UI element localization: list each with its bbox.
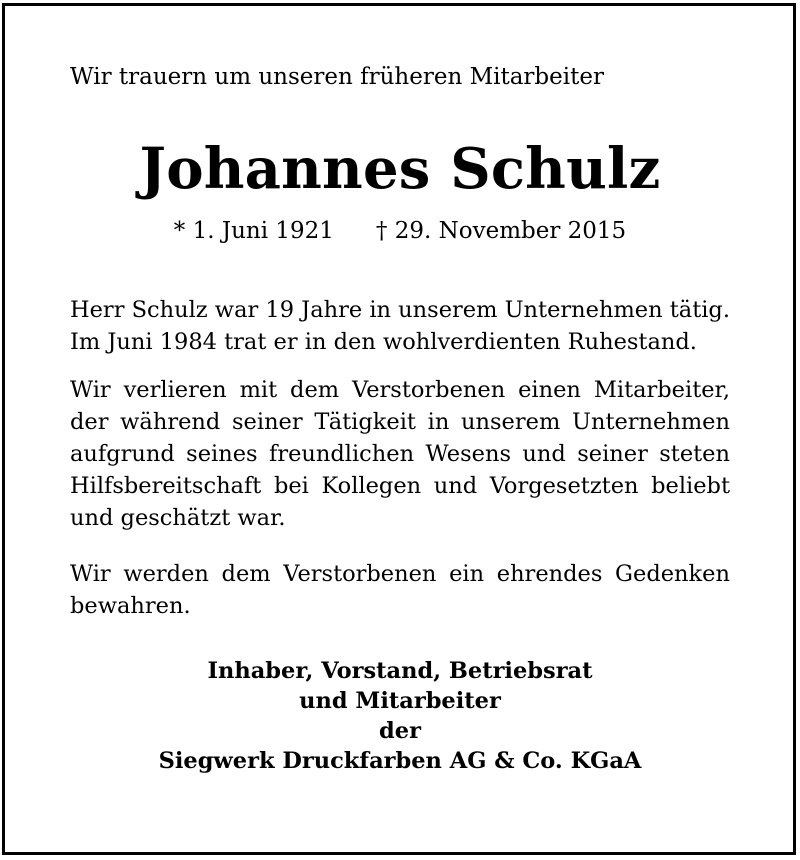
intro-line: Wir trauern um unseren früheren Mitarbeiter xyxy=(70,64,604,90)
signature-line: und Mitarbeiter xyxy=(299,688,501,714)
text-line: Wir werden dem Verstorbenen ein ehrendes Gedenken xyxy=(70,561,730,587)
text-line: bewahren. xyxy=(70,593,191,619)
paragraph-tribute xyxy=(70,374,730,534)
signature-line: der xyxy=(379,718,421,744)
paragraph-service xyxy=(70,294,730,358)
text-line: Hilfsbereitschaft bei Kollegen und Vorgesetzten beliebt xyxy=(70,473,730,499)
text-line: Wir verlieren mit dem Verstorbenen einen Mitarbeiter, xyxy=(70,377,730,403)
text-line: und geschätzt war. xyxy=(70,505,286,531)
deceased-name: Johannes Schulz xyxy=(139,136,661,202)
text-line: Herr Schulz war 19 Jahre in unserem Unternehmen tätig. xyxy=(70,297,730,323)
text-line: aufgrund seines freundlichen Wesens und seiner steten xyxy=(70,441,730,467)
death-date: † 29. November 2015 xyxy=(375,218,627,244)
signature-block xyxy=(0,656,800,776)
life-dates xyxy=(0,218,800,244)
paragraph-remembrance xyxy=(70,558,730,622)
birth-date: * 1. Juni 1921 xyxy=(173,218,334,244)
text-line: Im Juni 1984 trat er in den wohlverdienten Ruhestand. xyxy=(70,329,697,355)
text-line: der während seiner Tätigkeit in unserem Unternehmen xyxy=(70,409,730,435)
company-name: Siegwerk Druckfarben AG & Co. KGaA xyxy=(158,748,642,774)
signature-line: Inhaber, Vorstand, Betriebsrat xyxy=(207,658,593,684)
